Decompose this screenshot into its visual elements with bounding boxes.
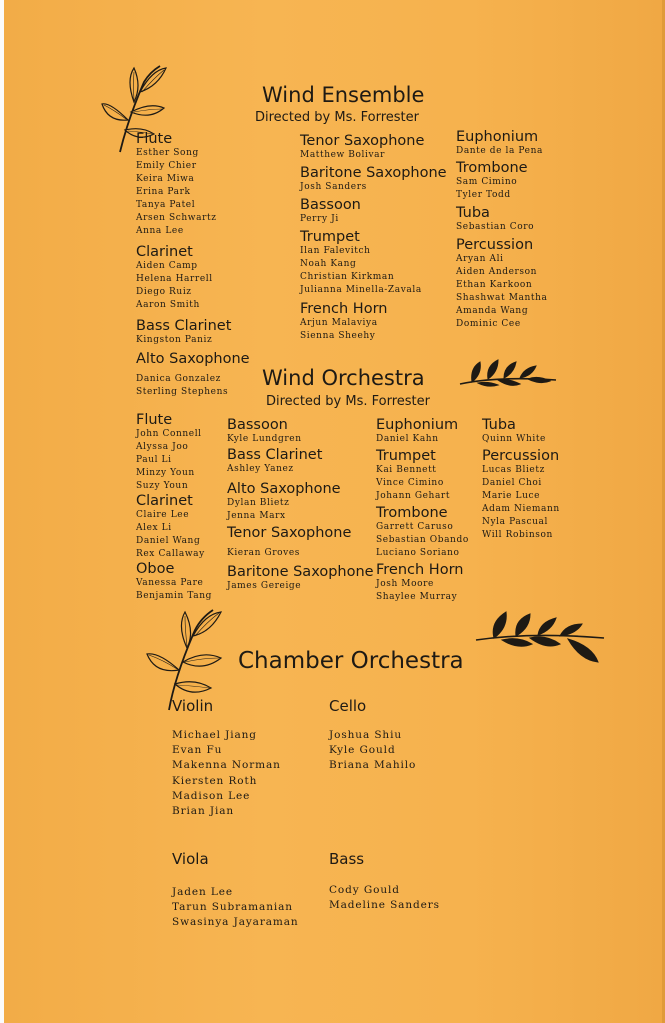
leaf-sprig-icon <box>472 610 608 664</box>
player-name: Lucas Blietz <box>482 465 545 475</box>
wind-ensemble-col-2 <box>300 133 447 343</box>
player-name: Evan Fu <box>172 744 223 757</box>
section-title: Euphonium <box>456 129 539 145</box>
player-name: Kai Bennett <box>376 465 437 475</box>
player-name: Diego Ruiz <box>136 287 192 297</box>
player-name: Kieran Groves <box>227 548 300 558</box>
player-name: Aiden Camp <box>136 261 198 271</box>
section <box>482 448 560 542</box>
player-name: Tarun Subramanian <box>172 901 293 914</box>
player-name: Kingston Paniz <box>136 335 213 345</box>
player-name: Vanessa Pare <box>136 578 204 588</box>
player-name: Johann Gehart <box>376 491 451 501</box>
wind-orchestra-col-4 <box>482 417 560 542</box>
player-name: Kiersten Roth <box>172 774 258 787</box>
player-name: Joshua Shiu <box>329 729 403 741</box>
section <box>456 237 547 331</box>
section-title: Bass <box>329 850 365 868</box>
wind-orchestra-director: Directed by Ms. Forrester <box>266 394 430 409</box>
wind-ensemble-director: Directed by Ms. Forrester <box>255 110 419 125</box>
section-title: Tenor Saxophone <box>300 133 425 149</box>
section-title: Alto Saxophone <box>136 351 250 367</box>
section-title: Bassoon <box>300 197 361 213</box>
wind-orchestra-col-3 <box>376 417 469 604</box>
player-name: Vince Cimino <box>376 478 444 488</box>
player-name: Jaden Lee <box>172 886 234 898</box>
player-name: Erina Park <box>136 187 191 197</box>
player-name: Ethan Karkoon <box>456 280 533 290</box>
player-name: Cody Gould <box>329 884 400 896</box>
player-name: Perry Ji <box>300 214 339 224</box>
player-name: Noah Kang <box>300 259 357 269</box>
section-title: Tenor Saxophone <box>227 525 352 541</box>
wind-ensemble-title: Wind Ensemble <box>262 83 425 107</box>
section-title: Baritone Saxophone <box>227 564 374 580</box>
section <box>136 351 250 399</box>
wind-ensemble-col-3 <box>456 129 547 331</box>
player-name: Daniel Kahn <box>376 434 439 444</box>
player-name: Nyla Pascual <box>482 517 548 527</box>
wind-orchestra-col-2 <box>227 417 374 593</box>
player-name: Esther Song <box>136 148 199 158</box>
player-name: Aryan Ali <box>456 254 504 264</box>
player-name: Keira Miwa <box>136 174 195 184</box>
section <box>300 133 447 162</box>
section <box>136 412 212 493</box>
chamber-orchestra-title: Chamber Orchestra <box>238 648 464 674</box>
cello-section <box>329 697 416 774</box>
section-title: French Horn <box>300 301 388 317</box>
section <box>227 525 374 560</box>
player-name: Briana Mahilo <box>329 759 417 772</box>
player-name: James Gereige <box>227 581 302 591</box>
player-name: Daniel Choi <box>482 478 542 488</box>
viola-section <box>172 850 299 931</box>
player-name: Dylan Blietz <box>227 498 290 508</box>
player-name: Michael Jiang <box>172 729 257 741</box>
player-name: Alyssa Joo <box>136 442 189 452</box>
section <box>376 562 469 604</box>
player-name: Aiden Anderson <box>456 267 538 277</box>
player-name: Arsen Schwartz <box>136 213 217 223</box>
section-title: Percussion <box>482 448 560 464</box>
section <box>456 205 547 234</box>
wind-orchestra-title: Wind Orchestra <box>262 366 425 390</box>
player-name: Dante de la Pena <box>456 146 543 156</box>
player-name: John Connell <box>136 429 202 439</box>
section <box>456 129 547 158</box>
section-title: Violin <box>172 697 214 715</box>
player-name: Makenna Norman <box>172 759 281 772</box>
section-title: Alto Saxophone <box>227 481 341 497</box>
section <box>227 417 374 446</box>
section-title: Percussion <box>456 237 534 253</box>
section <box>136 244 250 312</box>
player-name: Aaron Smith <box>136 300 200 310</box>
player-name: Marie Luce <box>482 491 541 501</box>
player-name: Sam Cimino <box>456 177 518 187</box>
section <box>136 561 212 603</box>
section-title: Trumpet <box>376 448 436 464</box>
section-title: Flute <box>136 412 173 428</box>
section <box>300 229 447 297</box>
bass-section <box>329 850 440 913</box>
leaf-sprig-icon <box>458 358 560 390</box>
player-name: Kyle Lundgren <box>227 434 302 444</box>
section-title: Bass Clarinet <box>227 447 323 463</box>
section-title: Clarinet <box>136 244 193 260</box>
player-name: Kyle Gould <box>329 744 396 757</box>
player-name: Amanda Wang <box>456 306 529 316</box>
player-name: Shashwat Mantha <box>456 293 548 303</box>
section-title: Tuba <box>456 205 490 221</box>
section-title: Bass Clarinet <box>136 318 232 334</box>
player-name: Julianna Minella-Zavala <box>300 285 422 295</box>
player-name: Quinn White <box>482 434 546 444</box>
player-name: Madison Lee <box>172 789 251 802</box>
section <box>376 505 469 560</box>
section <box>300 165 447 194</box>
section <box>456 160 547 202</box>
section <box>376 448 469 503</box>
player-name: Tanya Patel <box>136 200 196 210</box>
section-title: Trombone <box>376 505 448 521</box>
player-name: Sebastian Obando <box>376 535 469 545</box>
player-name: Josh Moore <box>376 579 434 589</box>
player-name: Ilan Falevitch <box>300 246 371 256</box>
section-title: Bassoon <box>227 417 288 433</box>
player-name: Luciano Soriano <box>376 548 460 558</box>
violin-section <box>172 697 281 819</box>
section-title: Clarinet <box>136 493 193 509</box>
section <box>376 417 469 446</box>
player-name: Alex Li <box>136 523 172 533</box>
player-name: Adam Niemann <box>482 504 560 514</box>
player-name: Tyler Todd <box>456 190 511 200</box>
player-name: Claire Lee <box>136 510 190 520</box>
player-name: Swasinya Jayaraman <box>172 916 299 929</box>
section <box>227 481 374 523</box>
player-name: Matthew Bolivar <box>300 150 386 160</box>
section <box>227 564 374 593</box>
player-name: Emily Chier <box>136 161 197 171</box>
section-title: Flute <box>136 131 173 147</box>
player-name: Helena Harrell <box>136 274 213 284</box>
section-title: Cello <box>329 697 367 715</box>
section <box>300 301 447 343</box>
section-title: Oboe <box>136 561 175 577</box>
section <box>136 131 250 238</box>
player-name: Shaylee Murray <box>376 592 458 602</box>
player-name: Rex Callaway <box>136 549 205 559</box>
player-name: Daniel Wang <box>136 536 201 546</box>
player-name: Jenna Marx <box>227 511 286 521</box>
section-title: French Horn <box>376 562 464 578</box>
section <box>482 417 560 446</box>
section-title: Tuba <box>482 417 516 433</box>
player-name: Josh Sanders <box>300 182 367 192</box>
player-name: Ashley Yanez <box>227 464 294 474</box>
player-name: Sienna Sheehy <box>300 331 376 341</box>
player-name: Anna Lee <box>136 226 184 236</box>
section <box>227 447 374 476</box>
section <box>300 197 447 226</box>
section-title: Trumpet <box>300 229 360 245</box>
section-title: Baritone Saxophone <box>300 165 447 181</box>
player-name: Paul Li <box>136 455 172 465</box>
section-title: Viola <box>172 850 209 868</box>
section-title: Trombone <box>456 160 528 176</box>
player-name: Christian Kirkman <box>300 272 395 282</box>
player-name: Minzy Youn <box>136 468 195 478</box>
section <box>136 493 212 561</box>
wind-orchestra-col-1 <box>136 412 212 603</box>
wind-ensemble-col-1 <box>136 131 250 399</box>
player-name: Garrett Caruso <box>376 522 454 532</box>
player-name: Madeline Sanders <box>329 899 440 912</box>
player-name: Sebastian Coro <box>456 222 535 232</box>
player-name: Benjamin Tang <box>136 591 212 601</box>
player-name: Brian Jian <box>172 805 235 818</box>
scan-edge <box>0 0 4 1023</box>
section-title: Euphonium <box>376 417 459 433</box>
player-name: Suzy Youn <box>136 481 189 491</box>
player-name: Arjun Malaviya <box>300 318 378 328</box>
player-name: Will Robinson <box>482 530 553 540</box>
player-name: Dominic Cee <box>456 319 521 329</box>
section <box>136 318 250 347</box>
player-name: Sterling Stephens <box>136 387 229 397</box>
player-name: Danica Gonzalez <box>136 374 221 384</box>
